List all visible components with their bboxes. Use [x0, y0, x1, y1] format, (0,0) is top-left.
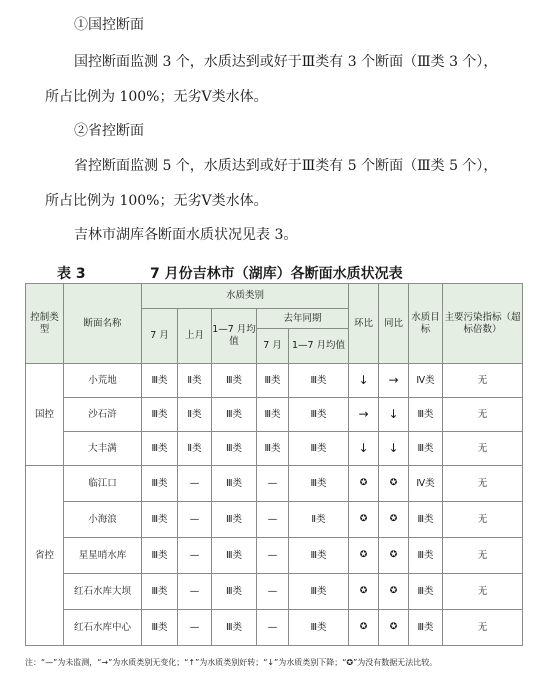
header-same-period: 去年同期: [257, 309, 349, 329]
cell-prev: —: [178, 466, 212, 502]
cell-name: 临江口: [64, 466, 142, 502]
cell-target: Ⅲ类: [409, 538, 443, 574]
cell-target: Ⅲ类: [409, 502, 443, 538]
cell-ly-jul: —: [257, 466, 289, 502]
cell-target: Ⅲ类: [409, 574, 443, 610]
table-body: [26, 364, 523, 646]
table-row: [26, 398, 523, 432]
header-same-july: 7 月: [257, 329, 289, 364]
header-jan-jul-avg: 1—7 月均值: [212, 309, 257, 364]
cell-name: 小海浪: [64, 502, 142, 538]
cell-name: 红石水库中心: [64, 610, 142, 646]
cell-avg: Ⅲ类: [212, 466, 257, 502]
table-row: [26, 364, 523, 398]
cell-ly-avg: Ⅲ类: [289, 610, 349, 646]
header-quality-class: 水质类别: [142, 284, 349, 309]
cell-prev: Ⅱ类: [178, 398, 212, 432]
cell-ly-jul: Ⅲ类: [257, 364, 289, 398]
cell-mom: ↓: [349, 432, 379, 466]
cell-pollutant: 无: [443, 574, 523, 610]
paragraph-provincial-summary: 省控断面监测 5 个，水质达到或好于Ⅲ类有 5 个断面（Ⅲ类 5 个），: [74, 158, 498, 174]
cell-pollutant: 无: [443, 610, 523, 646]
cell-jul: Ⅲ类: [142, 364, 178, 398]
cell-jul: Ⅲ类: [142, 398, 178, 432]
cell-ly-avg: Ⅲ类: [289, 538, 349, 574]
cell-yoy: ✪: [379, 574, 409, 610]
paragraph-national-summary: 国控断面监测 3 个，水质达到或好于Ⅲ类有 3 个断面（Ⅲ类 3 个），: [74, 54, 498, 70]
header-target: 水质目标: [409, 284, 443, 364]
cell-ly-avg: Ⅱ类: [289, 502, 349, 538]
paragraph-heading-provincial: ②省控断面: [74, 123, 144, 139]
cell-avg: Ⅲ类: [212, 502, 257, 538]
header-control-type: 控制类型: [26, 284, 64, 364]
table-note: 注：“—”为未监测，“→”为水质类别无变化；“↑”为水质类别好转；“↓”为水质类别下降；“✪”为没有数据无法比较。: [25, 658, 438, 667]
table-row: [26, 574, 523, 610]
paragraph-national-ratio: 所占比例为 100%；无劣Ⅴ类水体。: [45, 89, 268, 105]
cell-prev: —: [178, 610, 212, 646]
cell-ly-avg: Ⅲ类: [289, 574, 349, 610]
cell-prev: —: [178, 574, 212, 610]
cell-target: Ⅳ类: [409, 466, 443, 502]
header-last-month: 上月: [178, 309, 212, 364]
cell-pollutant: 无: [443, 538, 523, 574]
cell-jul: Ⅲ类: [142, 610, 178, 646]
cell-pollutant: 无: [443, 364, 523, 398]
control-type-cell: 国控: [26, 364, 64, 466]
header-july: 7 月: [142, 309, 178, 364]
cell-mom: ✪: [349, 610, 379, 646]
cell-ly-avg: Ⅲ类: [289, 432, 349, 466]
cell-avg: Ⅲ类: [212, 574, 257, 610]
table-row: [26, 502, 523, 538]
cell-ly-jul: —: [257, 610, 289, 646]
table-row: [26, 466, 523, 502]
cell-yoy: ✪: [379, 466, 409, 502]
cell-ly-jul: —: [257, 538, 289, 574]
cell-target: Ⅲ类: [409, 432, 443, 466]
cell-jul: Ⅲ类: [142, 538, 178, 574]
cell-name: 沙石浒: [64, 398, 142, 432]
cell-jul: Ⅲ类: [142, 466, 178, 502]
table-row: [26, 538, 523, 574]
paragraph-heading-national: ①国控断面: [74, 17, 144, 33]
control-type-cell: 省控: [26, 466, 64, 646]
cell-mom: →: [349, 398, 379, 432]
cell-mom: ✪: [349, 538, 379, 574]
table-row: [26, 610, 523, 646]
cell-yoy: ✪: [379, 610, 409, 646]
header-same-jan-jul: 1—7 月均值: [289, 329, 349, 364]
cell-yoy: ↓: [379, 398, 409, 432]
header-yoy: 同比: [379, 284, 409, 364]
cell-prev: Ⅱ类: [178, 364, 212, 398]
cell-pollutant: 无: [443, 432, 523, 466]
water-quality-table: [25, 283, 523, 646]
table-row: [26, 432, 523, 466]
cell-name: 大丰满: [64, 432, 142, 466]
cell-ly-avg: Ⅲ类: [289, 398, 349, 432]
cell-pollutant: 无: [443, 502, 523, 538]
cell-mom: ↓: [349, 364, 379, 398]
cell-target: Ⅲ类: [409, 398, 443, 432]
cell-ly-jul: —: [257, 502, 289, 538]
cell-yoy: ✪: [379, 538, 409, 574]
cell-name: 星星哨水库: [64, 538, 142, 574]
cell-avg: Ⅲ类: [212, 432, 257, 466]
cell-jul: Ⅲ类: [142, 574, 178, 610]
cell-jul: Ⅲ类: [142, 432, 178, 466]
cell-name: 红石水库大坝: [64, 574, 142, 610]
cell-mom: ✪: [349, 466, 379, 502]
cell-prev: —: [178, 502, 212, 538]
cell-yoy: ↓: [379, 432, 409, 466]
cell-ly-avg: Ⅲ类: [289, 466, 349, 502]
cell-yoy: →: [379, 364, 409, 398]
cell-jul: Ⅲ类: [142, 502, 178, 538]
cell-avg: Ⅲ类: [212, 398, 257, 432]
table-title: 7 月份吉林市（湖库）各断面水质状况表: [150, 266, 403, 282]
header-mom: 环比: [349, 284, 379, 364]
cell-pollutant: 无: [443, 466, 523, 502]
paragraph-provincial-ratio: 所占比例为 100%；无劣Ⅴ类水体。: [45, 193, 268, 209]
header-section-name: 断面名称: [64, 284, 142, 364]
cell-target: Ⅲ类: [409, 610, 443, 646]
cell-prev: Ⅱ类: [178, 432, 212, 466]
cell-avg: Ⅲ类: [212, 538, 257, 574]
header-pollutant: 主要污染指标（超标倍数）: [443, 284, 523, 364]
cell-mom: ✪: [349, 502, 379, 538]
cell-ly-jul: Ⅲ类: [257, 432, 289, 466]
cell-pollutant: 无: [443, 398, 523, 432]
cell-prev: —: [178, 538, 212, 574]
cell-target: Ⅳ类: [409, 364, 443, 398]
paragraph-table-reference: 吉林市湖库各断面水质状况见表 3。: [74, 227, 298, 243]
cell-ly-jul: —: [257, 574, 289, 610]
cell-name: 小荒地: [64, 364, 142, 398]
table-number: 表 3: [57, 266, 86, 282]
cell-avg: Ⅲ类: [212, 610, 257, 646]
cell-avg: Ⅲ类: [212, 364, 257, 398]
cell-mom: ✪: [349, 574, 379, 610]
cell-ly-jul: Ⅲ类: [257, 398, 289, 432]
cell-yoy: ✪: [379, 502, 409, 538]
cell-ly-avg: Ⅲ类: [289, 364, 349, 398]
